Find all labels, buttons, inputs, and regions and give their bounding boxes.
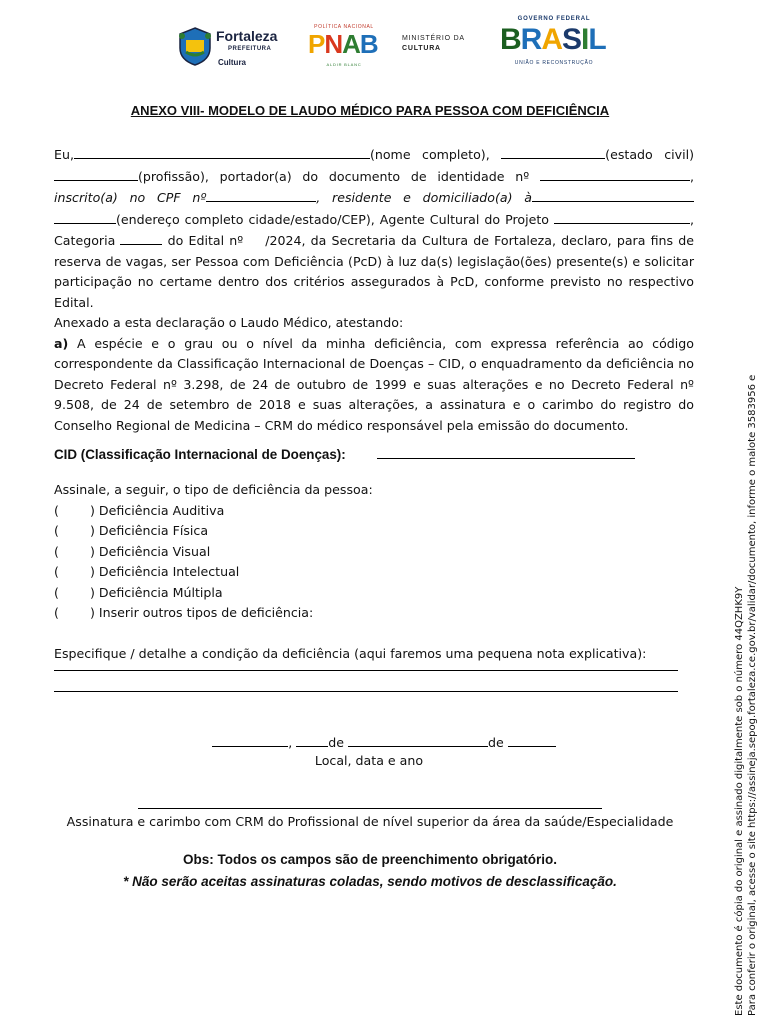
date-de-1: de xyxy=(328,735,344,750)
checkbox-paren[interactable]: ( xyxy=(54,523,59,538)
edital-label: do Edital nº xyxy=(167,233,244,248)
cid-field[interactable] xyxy=(377,444,635,459)
option-multipla[interactable] xyxy=(54,583,694,604)
gov-top: GOVERNO FEDERAL xyxy=(517,16,591,22)
comma-2: , xyxy=(689,211,694,227)
resto-linha: /2024, da Secretaria da Cultura de Fortaleza, declaro, para fins de xyxy=(265,233,694,248)
obs-line: Obs: Todos os campos são de preenchimento obrigatório. xyxy=(182,852,558,867)
anexado-line: Anexado a esta declaração o Laudo Médico, atestando: xyxy=(54,315,404,330)
profissao-field[interactable] xyxy=(54,166,138,181)
gov-brasil-logo xyxy=(498,16,610,70)
comma: , xyxy=(689,168,694,184)
obs-note: * Não serão aceitas assinaturas coladas, sendo motivos de desclassificação. xyxy=(123,874,617,889)
profissao-label: (profissão), portador(a) do documento de identidade nº xyxy=(138,168,530,184)
minc-line1: MINISTÉRIO DA xyxy=(402,35,465,42)
assinale-line: Assinale, a seguir, o tipo de deficiência da pessoa: xyxy=(54,482,373,497)
checkbox-paren[interactable]: ( xyxy=(54,543,59,559)
side-validation-text xyxy=(733,116,759,1016)
estado-civil-label: (estado civil) xyxy=(605,147,694,162)
deficiency-options xyxy=(54,501,694,624)
cpf-label: inscrito(a) no CPF nº xyxy=(54,190,207,205)
option-intelectual[interactable] xyxy=(54,562,694,583)
side-line-1: Este documento é cópia do original e assinado digitalmente sob o número 44QZHK9Y xyxy=(734,586,745,1016)
option-label: ) Deficiência Visual xyxy=(90,543,211,559)
option-label: ) Deficiência Intelectual xyxy=(90,564,240,579)
side-line-2: Para conferir o original, acesse o site https://assineja.sepog.fortaleza.ce.gov.br/validar/documento, informe o malote 3583956 e xyxy=(747,374,758,1016)
detail-line-2[interactable] xyxy=(54,671,678,692)
fortaleza-sub: PREFEITURA xyxy=(228,46,272,52)
date-row xyxy=(0,732,768,750)
especifique-line: Especifique / detalhe a condição da deficiência (aqui faremos uma pequena nota explicativa): xyxy=(54,645,647,661)
item-a-label: a) xyxy=(54,335,69,351)
document-body xyxy=(54,144,694,692)
nome-field[interactable] xyxy=(74,144,370,159)
endereco-cont-field[interactable] xyxy=(54,209,116,224)
line-4 xyxy=(54,209,694,231)
fortaleza-name: Fortaleza xyxy=(216,28,278,44)
signature-label: Assinatura e carimbo com CRM do Profissional de nível superior da área da saúde/Especialidade xyxy=(66,814,674,829)
line-2 xyxy=(54,166,694,188)
cpf-field[interactable] xyxy=(206,187,316,202)
gov-bottom: UNIÃO E RECONSTRUÇÃO xyxy=(514,60,594,66)
option-label: ) Deficiência Múltipla xyxy=(90,584,223,600)
minc-logo xyxy=(402,34,478,60)
pnab-logo xyxy=(306,24,382,70)
item-a xyxy=(54,334,694,437)
option-label: ) Deficiência Física xyxy=(90,523,209,538)
endereco-field[interactable] xyxy=(532,187,694,202)
eu-label: Eu, xyxy=(54,147,74,162)
fortaleza-logo xyxy=(176,26,288,70)
checkbox-paren[interactable]: ( xyxy=(54,564,59,579)
checkbox-paren[interactable]: ( xyxy=(54,584,59,600)
pnab-main: PNAB xyxy=(308,29,378,59)
categoria-label: Categoria xyxy=(54,233,116,248)
pnab-top: POLÍTICA NACIONAL xyxy=(314,24,374,30)
fortaleza-crest-icon xyxy=(176,26,214,66)
line-5 xyxy=(54,230,694,252)
estado-civil-field[interactable] xyxy=(501,144,605,159)
date-comma: , xyxy=(288,735,293,750)
line-1 xyxy=(54,144,694,166)
year-field[interactable] xyxy=(508,732,556,747)
signature-line[interactable] xyxy=(138,808,602,809)
document-title: ANEXO VIII- MODELO DE LAUDO MÉDICO PARA PESSOA COM DEFICIÊNCIA xyxy=(130,103,610,118)
option-outros[interactable] xyxy=(54,603,694,624)
detail-line-1[interactable] xyxy=(54,664,678,671)
date-label: Local, data e ano xyxy=(314,753,424,768)
checkbox-paren[interactable]: ( xyxy=(54,502,59,518)
nome-label: (nome completo), xyxy=(369,147,490,162)
header-logos xyxy=(0,14,768,74)
option-auditiva[interactable] xyxy=(54,501,694,522)
day-field[interactable] xyxy=(296,732,328,747)
option-label: ) Deficiência Auditiva xyxy=(90,502,225,518)
minc-line2: CULTURA xyxy=(402,45,441,52)
residente-label: , residente e domiciliado(a) à xyxy=(316,190,532,205)
paragraph-reserva: reserva de vagas, ser Pessoa com Deficiência (PcD) à luz da(s) legislação(ões) presente(s) e solicitar participação no certame dentro dos critérios assegurados à PcD, conforme previsto no respectivo Edital. xyxy=(54,253,694,310)
gov-main: BRASIL xyxy=(500,23,606,56)
projeto-field[interactable] xyxy=(554,209,690,224)
checkbox-paren[interactable]: ( xyxy=(54,605,59,620)
endereco-label: (endereço completo cidade/estado/CEP), Agente Cultural do Projeto xyxy=(116,211,549,227)
cid-row xyxy=(54,444,694,462)
identidade-field[interactable] xyxy=(540,166,690,181)
cid-label: CID (Classificação Internacional de Doenças): xyxy=(54,447,346,462)
pnab-bottom: ALDIR BLANC xyxy=(326,62,362,67)
item-a-text: A espécie e o grau ou o nível da minha deficiência, com expressa referência ao código correspondente da Classificação Internacional de Doenças – CID, o enquadramento da deficiência no Decreto Federal nº 3.298, de 24 de outubro de 1999 e suas alterações e no Decreto Federal nº 9.508, de 24 de setembro de 2018 e suas alterações, a assinatura e o carimbo do registro do Conselho Regional de Medicina – CRM do médico responsável pela emissão do documento. xyxy=(54,335,694,433)
line-3 xyxy=(54,187,694,209)
local-field[interactable] xyxy=(212,732,288,747)
date-de-2: de xyxy=(488,735,504,750)
option-label: ) Inserir outros tipos de deficiência: xyxy=(90,605,314,620)
categoria-field[interactable] xyxy=(120,230,162,245)
option-fisica[interactable] xyxy=(54,521,694,542)
option-visual[interactable] xyxy=(54,542,694,563)
fortaleza-dept: Cultura xyxy=(218,58,246,67)
month-field[interactable] xyxy=(348,732,488,747)
